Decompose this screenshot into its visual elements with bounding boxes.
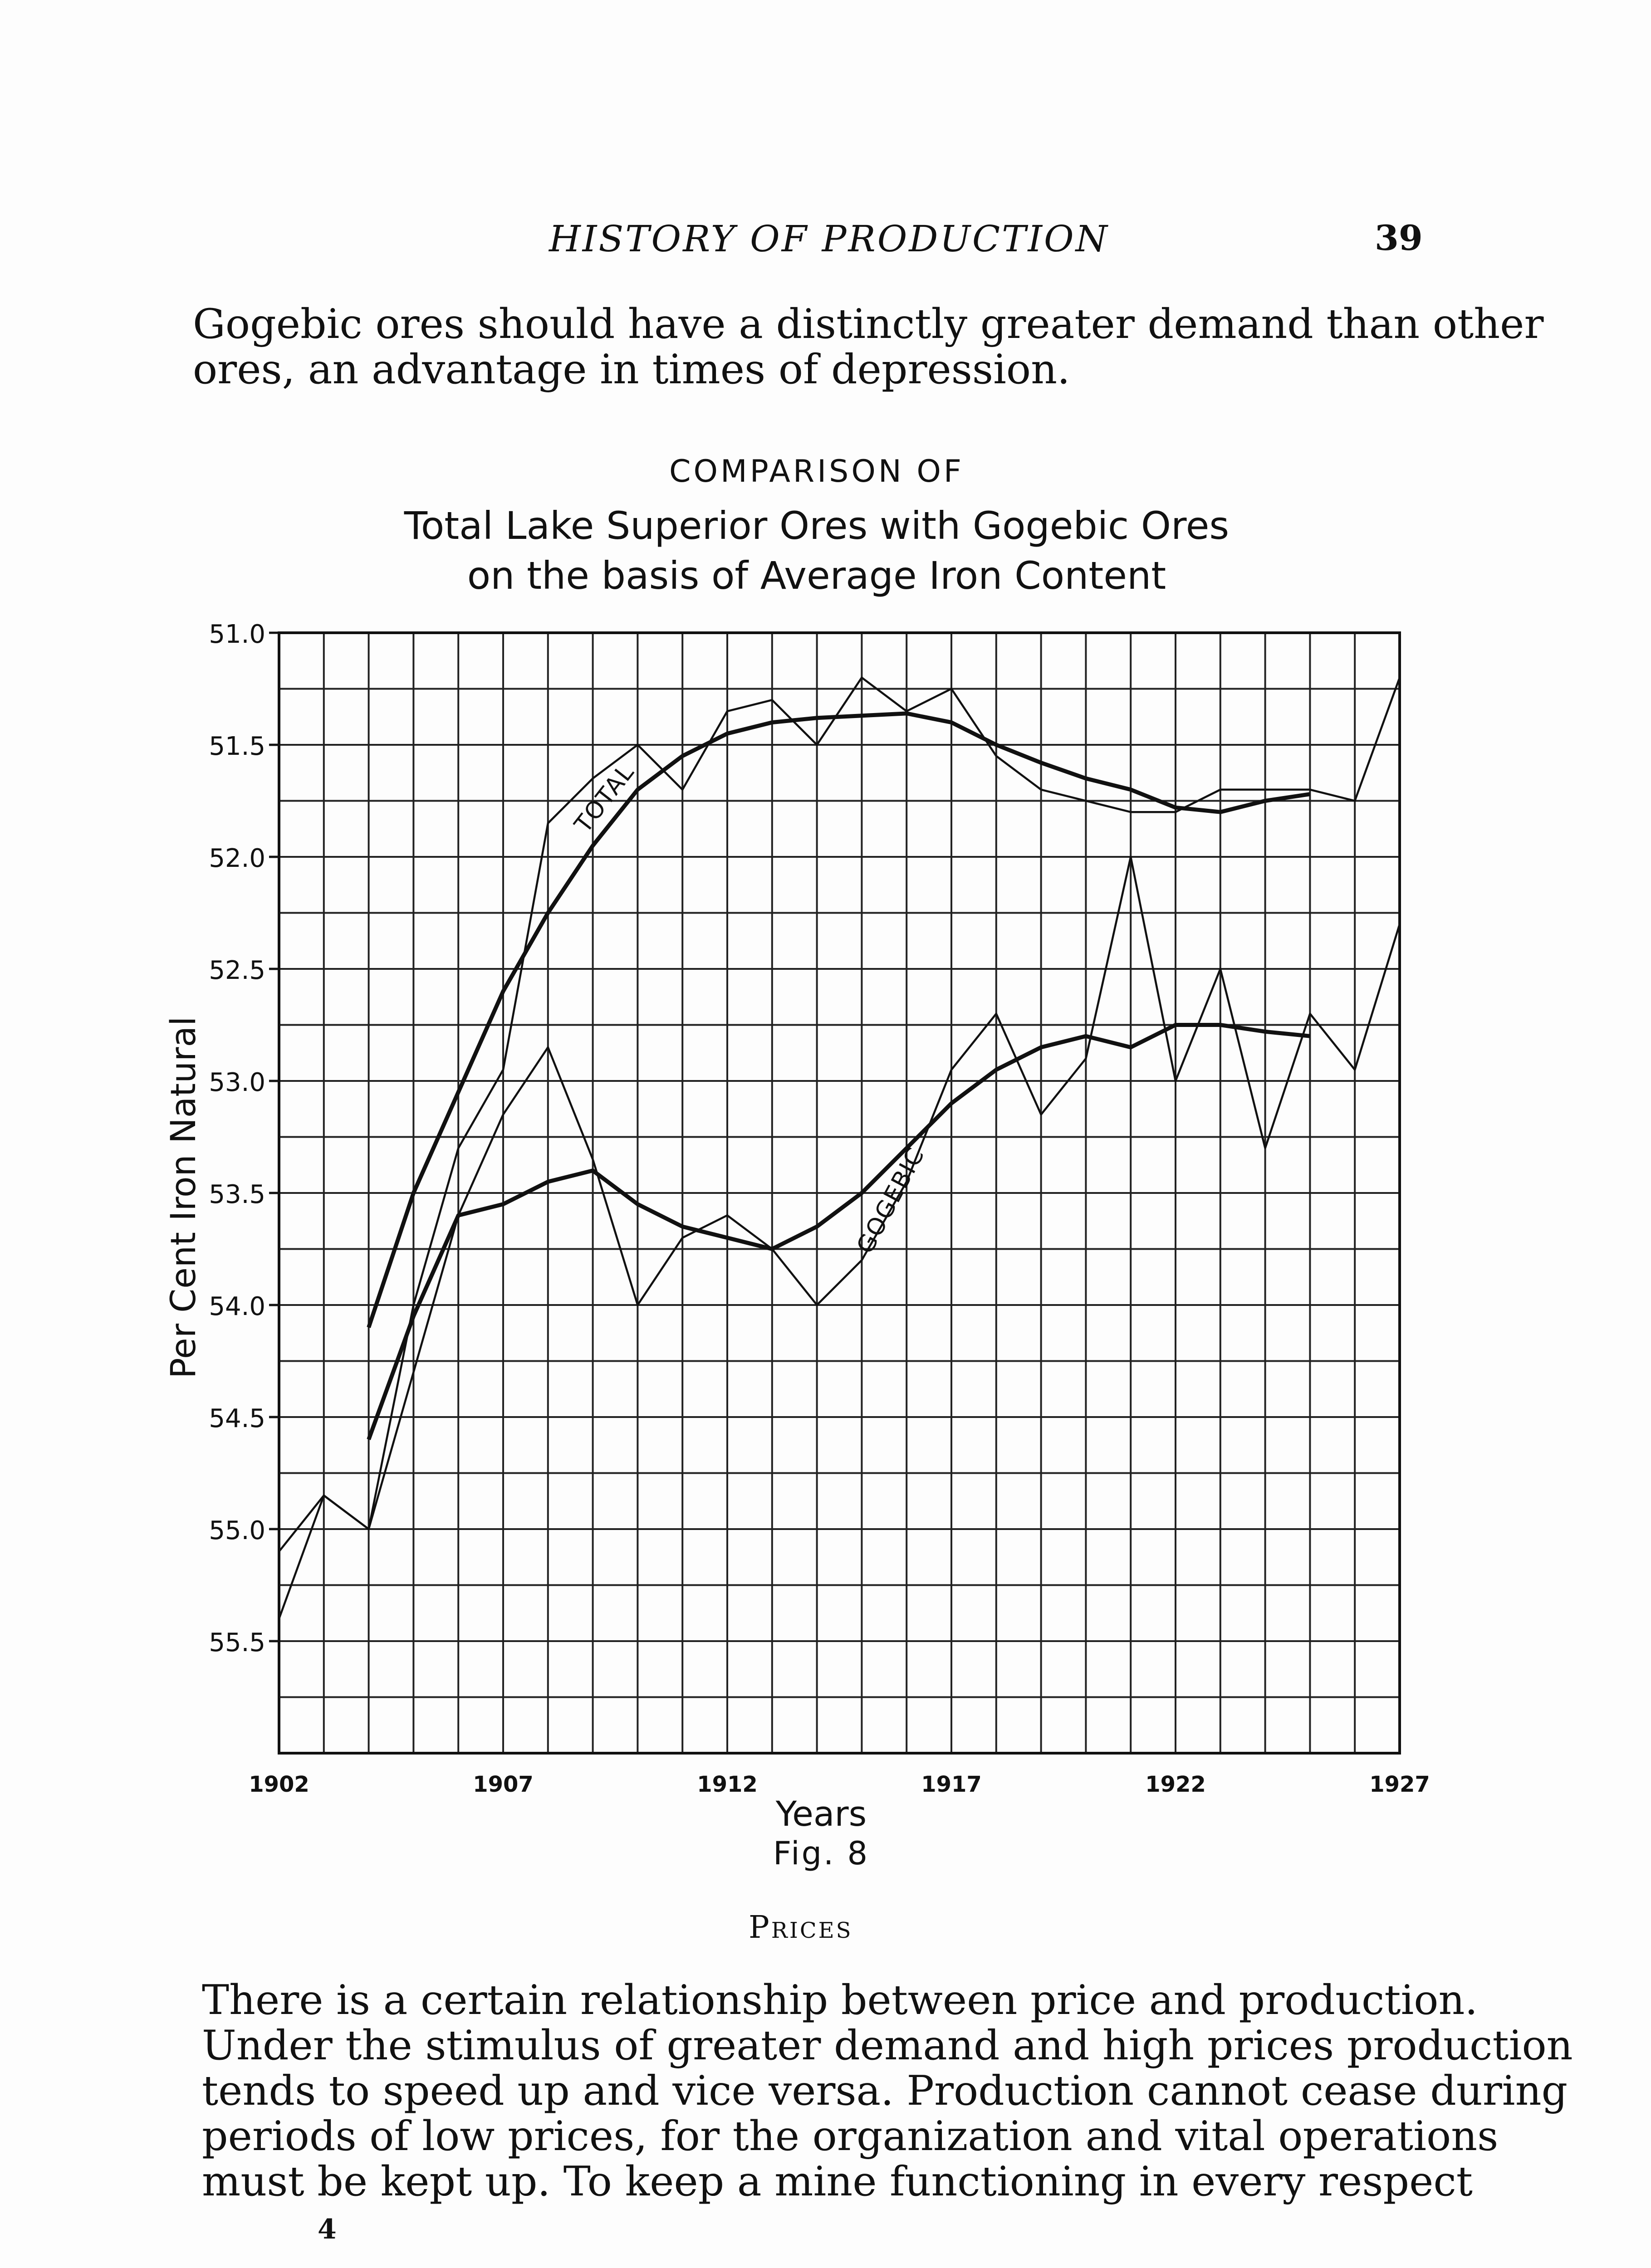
series-line-total-annual xyxy=(279,678,1400,1619)
section-heading: Prices xyxy=(749,1910,853,1945)
running-title: HISTORY OF PRODUCTION xyxy=(549,218,1109,260)
x-axis-label: Years xyxy=(775,1794,867,1834)
x-tick-label: 1912 xyxy=(697,1772,758,1797)
text-line: must be kept up. To keep a mine functioning in every respect xyxy=(202,2158,1473,2205)
y-tick-label: 53.0 xyxy=(209,1068,265,1097)
chart-series xyxy=(279,678,1400,1619)
series-line-gogebic-average xyxy=(369,1025,1310,1440)
series-label-gogebic: GOGEBIC xyxy=(851,1143,930,1258)
figure-title-line-1: Total Lake Superior Ores with Gogebic Ores xyxy=(404,503,1230,548)
series-label-total: TOTAL xyxy=(569,758,640,838)
text-line: There is a certain relationship between price and production. xyxy=(202,1976,1478,2024)
x-tick-label: 1917 xyxy=(921,1772,982,1797)
text-line: tends to speed up and vice versa. Production cannot cease during xyxy=(202,2067,1568,2115)
x-tick-label: 1927 xyxy=(1369,1772,1430,1797)
text-line: periods of low prices, for the organization and vital operations xyxy=(202,2112,1499,2160)
body-paragraph xyxy=(202,1976,1573,2205)
y-tick-label: 51.5 xyxy=(209,732,265,761)
y-tick-label: 55.0 xyxy=(209,1516,265,1545)
y-tick-label: 54.0 xyxy=(209,1292,265,1321)
y-tick-label: 54.5 xyxy=(209,1404,265,1433)
y-tick-label: 52.0 xyxy=(209,844,265,873)
figure-title-line-2: on the basis of Average Iron Content xyxy=(467,553,1166,598)
text-line: Under the stimulus of greater demand and high prices production xyxy=(202,2022,1573,2069)
x-tick-label: 1907 xyxy=(473,1772,534,1797)
text-line: Gogebic ores should have a distinctly greater demand than other xyxy=(193,300,1544,348)
series-line-total-average xyxy=(369,714,1310,1328)
series-line-gogebic-annual xyxy=(279,857,1400,1551)
y-axis-label: Per Cent Iron Natural xyxy=(163,1016,203,1379)
y-tick-label: 51.0 xyxy=(209,620,265,649)
x-tick-label: 1902 xyxy=(249,1772,309,1797)
x-tick-label: 1922 xyxy=(1145,1772,1206,1797)
text-line: ores, an advantage in times of depression. xyxy=(193,346,1070,393)
y-tick-label: 53.5 xyxy=(209,1180,265,1209)
page-number: 39 xyxy=(1375,218,1423,258)
chart-ticks xyxy=(209,620,1430,1797)
signature-mark: 4 xyxy=(318,2214,337,2245)
figure-caption: Fig. 8 xyxy=(773,1835,870,1872)
y-tick-label: 55.5 xyxy=(209,1628,265,1657)
y-tick-label: 52.5 xyxy=(209,956,265,985)
figure-small-title: COMPARISON OF xyxy=(669,454,964,489)
chart-grid xyxy=(279,633,1400,1753)
